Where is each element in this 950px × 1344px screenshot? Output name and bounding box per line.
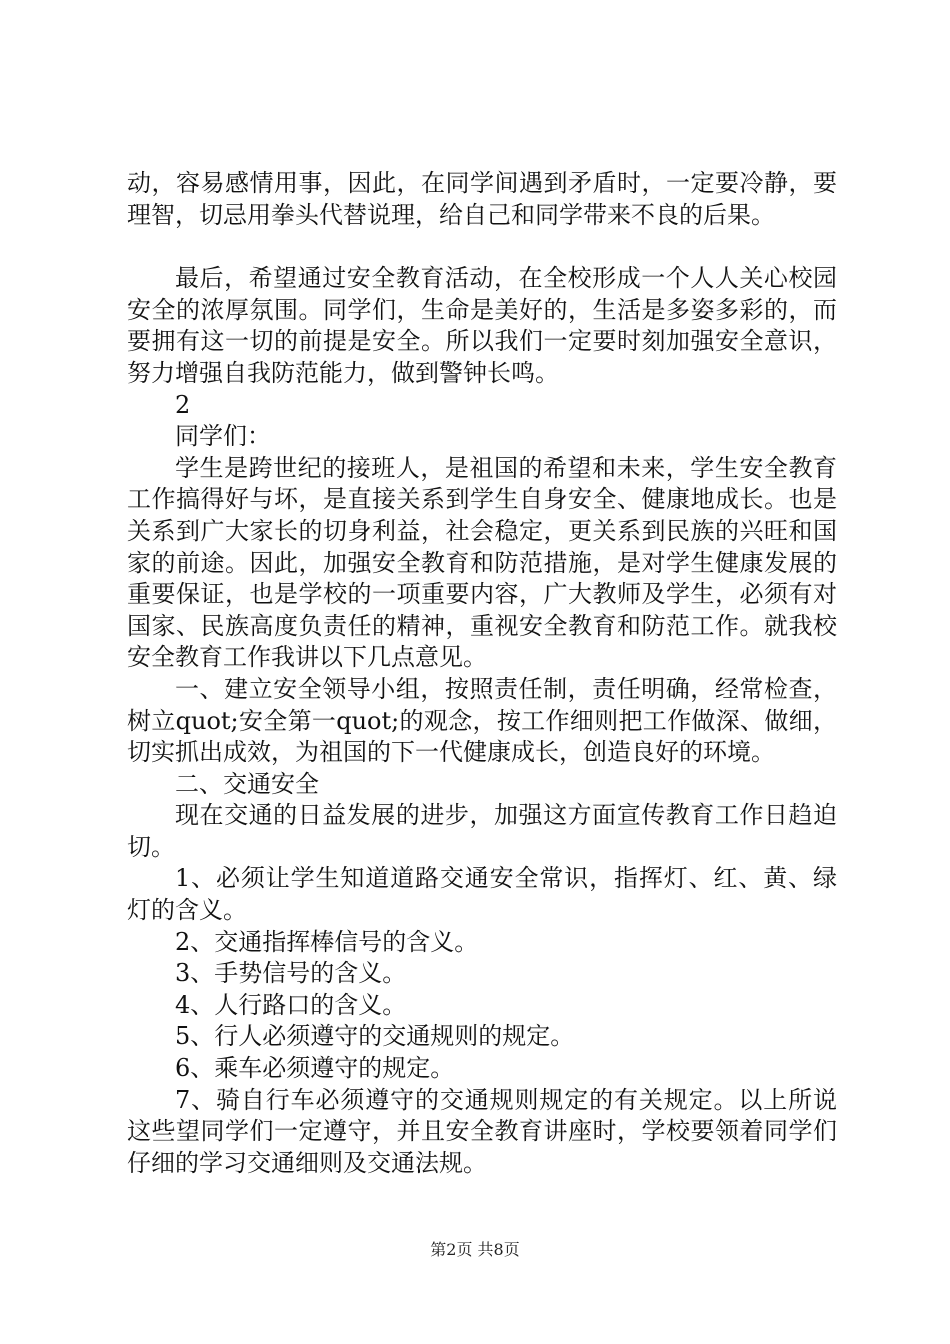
paragraph-gap	[127, 231, 837, 263]
paragraph: 学生是跨世纪的接班人，是祖国的希望和未来，学生安全教育工作搞得好与坏，是直接关系到学生自身安全、健康地成长。也是关系到广大家长的切身利益，社会稳定，更关系到民族的兴旺和国家的前途。因此，加强安全教育和防范措施，是对学生健康发展的重要保证，也是学校的一项重要内容，广大教师及学生，必须有对国家、民族高度负责任的精神，重视安全教育和防范工作。就我校安全教育工作我讲以下几点意见。	[127, 453, 837, 672]
paragraph: 一、建立安全领导小组，按照责任制，责任明确，经常检查，树立quot;安全第一quot;的观念，按工作细则把工作做深、做细，切实抓出成效，为祖国的下一代健康成长，创造良好的环境。	[127, 674, 837, 767]
paragraph: 最后，希望通过安全教育活动，在全校形成一个人人关心校园安全的浓厚氛围。同学们，生命是美好的，生活是多姿多彩的，而要拥有这一切的前提是安全。所以我们一定要时刻加强安全意识，努力增强自我防范能力，做到警钟长鸣。	[127, 264, 837, 387]
paragraph: 现在交通的日益发展的进步，加强这方面宣传教育工作日趋迫切。	[127, 801, 837, 861]
list-item: 5、行人必须遵守的交通规则的规定。	[175, 1022, 575, 1051]
salutation: 同学们：	[175, 422, 271, 451]
paragraph: 动，容易感情用事，因此，在同学间遇到矛盾时，一定要冷静，要理智，切忌用拳头代替说理，给自己和同学带来不良的后果。	[127, 169, 837, 229]
list-item: 6、乘车必须遵守的规定。	[175, 1054, 455, 1083]
list-item: 1、必须让学生知道道路交通安全常识，指挥灯、红、黄、绿灯的含义。	[127, 864, 837, 925]
list-item: 7、骑自行车必须遵守的交通规则规定的有关规定。以上所说这些望同学们一定遵守，并且安全教育讲座时，学校要领着同学们仔细的学习交通细则及交通法规。	[127, 1085, 837, 1177]
page-footer: 第2页 共8页	[430, 1240, 520, 1259]
list-item: 4、人行路口的含义。	[175, 990, 407, 1019]
document-body	[127, 168, 837, 1179]
list-item: 3、手势信号的含义。	[175, 959, 407, 988]
list-item: 2、交通指挥棒信号的含义。	[175, 927, 479, 956]
section-heading: 二、交通安全	[175, 769, 319, 798]
section-number: 2	[175, 390, 191, 419]
